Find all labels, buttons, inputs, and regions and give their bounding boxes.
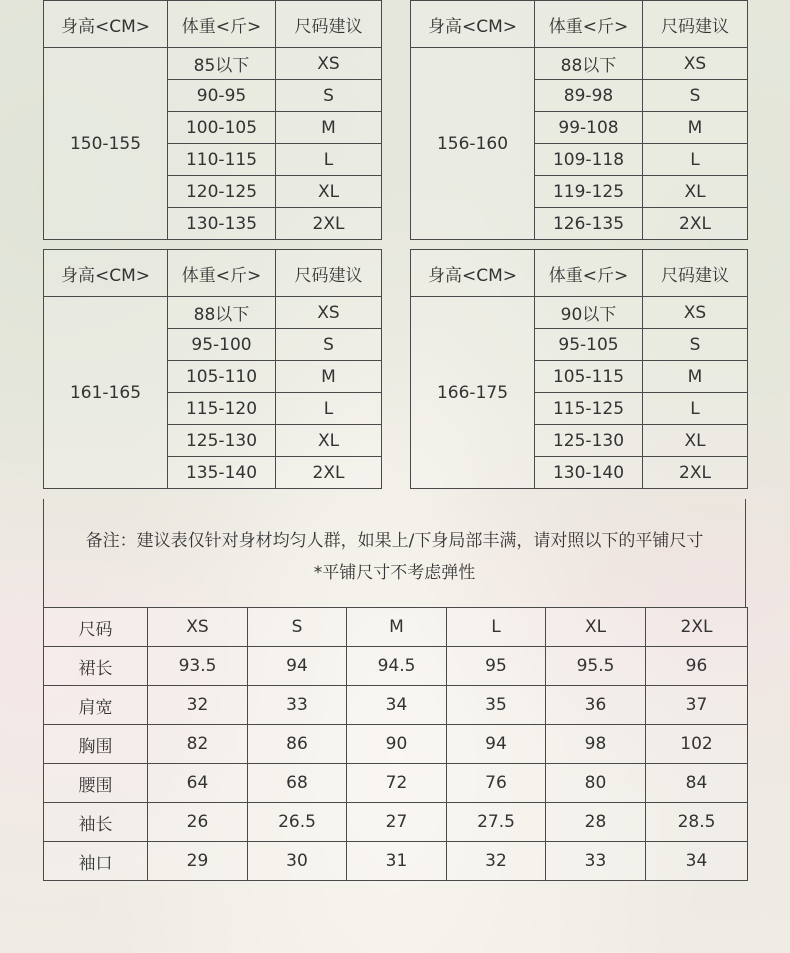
table-row <box>44 764 748 803</box>
header-size-2xl: 2XL <box>646 608 748 647</box>
header-weight: 体重<斤> <box>535 250 643 297</box>
header-size-label: 尺码 <box>44 608 148 647</box>
weight-cell: 88以下 <box>168 297 276 329</box>
size-cell: XS <box>643 48 748 80</box>
value-cell: 94 <box>447 725 546 764</box>
size-cell: S <box>276 80 382 112</box>
header-size: 尺码建议 <box>276 1 382 48</box>
header-size: 尺码建议 <box>643 250 748 297</box>
table-row <box>44 842 748 881</box>
weight-cell: 95-105 <box>535 329 643 361</box>
row-label: 袖口 <box>44 842 148 881</box>
weight-cell: 89-98 <box>535 80 643 112</box>
table-row <box>44 48 382 80</box>
value-cell: 102 <box>646 725 748 764</box>
size-chart-156-160 <box>410 0 748 240</box>
weight-cell: 120-125 <box>168 176 276 208</box>
weight-cell: 100-105 <box>168 112 276 144</box>
table-row <box>411 48 748 80</box>
row-label: 袖长 <box>44 803 148 842</box>
size-cell: L <box>276 144 382 176</box>
header-size: 尺码建议 <box>643 1 748 48</box>
row-label: 裙长 <box>44 647 148 686</box>
size-cell: S <box>643 80 748 112</box>
size-note <box>43 499 746 607</box>
size-chart-161-165 <box>43 249 382 489</box>
table-header-row <box>44 250 382 297</box>
size-cell: XL <box>276 176 382 208</box>
value-cell: 80 <box>546 764 646 803</box>
weight-cell: 90以下 <box>535 297 643 329</box>
size-cell: L <box>643 393 748 425</box>
size-cell: S <box>643 329 748 361</box>
size-cell: M <box>643 112 748 144</box>
weight-cell: 125-130 <box>168 425 276 457</box>
weight-cell: 130-135 <box>168 208 276 240</box>
header-height: 身高<CM> <box>411 250 535 297</box>
table-row <box>44 725 748 764</box>
value-cell: 84 <box>646 764 748 803</box>
height-range: 161-165 <box>44 297 168 489</box>
weight-cell: 95-100 <box>168 329 276 361</box>
value-cell: 95 <box>447 647 546 686</box>
value-cell: 94.5 <box>347 647 447 686</box>
flat-measurements-table <box>43 607 748 881</box>
value-cell: 31 <box>347 842 447 881</box>
size-cell: M <box>276 361 382 393</box>
row-label: 胸围 <box>44 725 148 764</box>
value-cell: 82 <box>148 725 248 764</box>
header-size-l: L <box>447 608 546 647</box>
value-cell: 34 <box>347 686 447 725</box>
table-header-row <box>411 1 748 48</box>
value-cell: 32 <box>447 842 546 881</box>
height-range: 156-160 <box>411 48 535 240</box>
value-cell: 35 <box>447 686 546 725</box>
size-cell: XS <box>643 297 748 329</box>
header-size-m: M <box>347 608 447 647</box>
header-height: 身高<CM> <box>44 1 168 48</box>
value-cell: 37 <box>646 686 748 725</box>
size-cell: XL <box>276 425 382 457</box>
weight-cell: 115-120 <box>168 393 276 425</box>
table-row <box>44 297 382 329</box>
size-cell: 2XL <box>276 457 382 489</box>
size-cell: XS <box>276 297 382 329</box>
weight-cell: 130-140 <box>535 457 643 489</box>
weight-cell: 110-115 <box>168 144 276 176</box>
value-cell: 28 <box>546 803 646 842</box>
size-cell: S <box>276 329 382 361</box>
table-row <box>44 803 748 842</box>
size-cell: 2XL <box>643 208 748 240</box>
size-cell: XS <box>276 48 382 80</box>
weight-cell: 125-130 <box>535 425 643 457</box>
note-line-2: *平铺尺寸不考虑弹性 <box>313 563 476 583</box>
table-row <box>44 686 748 725</box>
value-cell: 33 <box>546 842 646 881</box>
header-weight: 体重<斤> <box>535 1 643 48</box>
value-cell: 33 <box>248 686 347 725</box>
value-cell: 36 <box>546 686 646 725</box>
height-range: 150-155 <box>44 48 168 240</box>
size-cell: M <box>276 112 382 144</box>
header-weight: 体重<斤> <box>168 1 276 48</box>
value-cell: 27 <box>347 803 447 842</box>
weight-cell: 105-115 <box>535 361 643 393</box>
value-cell: 64 <box>148 764 248 803</box>
value-cell: 94 <box>248 647 347 686</box>
size-chart-150-155 <box>43 0 382 240</box>
size-cell: L <box>276 393 382 425</box>
value-cell: 90 <box>347 725 447 764</box>
value-cell: 96 <box>646 647 748 686</box>
weight-cell: 90-95 <box>168 80 276 112</box>
value-cell: 72 <box>347 764 447 803</box>
weight-cell: 115-125 <box>535 393 643 425</box>
size-cell: M <box>643 361 748 393</box>
size-cell: XL <box>643 425 748 457</box>
value-cell: 27.5 <box>447 803 546 842</box>
value-cell: 95.5 <box>546 647 646 686</box>
weight-cell: 88以下 <box>535 48 643 80</box>
table-row <box>44 647 748 686</box>
weight-cell: 85以下 <box>168 48 276 80</box>
value-cell: 28.5 <box>646 803 748 842</box>
header-height: 身高<CM> <box>44 250 168 297</box>
header-size-s: S <box>248 608 347 647</box>
size-chart-166-175 <box>410 249 748 489</box>
size-cell: 2XL <box>276 208 382 240</box>
weight-cell: 135-140 <box>168 457 276 489</box>
table-header-row <box>411 250 748 297</box>
weight-cell: 105-110 <box>168 361 276 393</box>
value-cell: 93.5 <box>148 647 248 686</box>
value-cell: 26 <box>148 803 248 842</box>
header-size-xs: XS <box>148 608 248 647</box>
weight-cell: 109-118 <box>535 144 643 176</box>
weight-cell: 126-135 <box>535 208 643 240</box>
value-cell: 30 <box>248 842 347 881</box>
header-size: 尺码建议 <box>276 250 382 297</box>
value-cell: 34 <box>646 842 748 881</box>
value-cell: 76 <box>447 764 546 803</box>
value-cell: 29 <box>148 842 248 881</box>
table-header-row <box>44 608 748 647</box>
height-range: 166-175 <box>411 297 535 489</box>
size-cell: 2XL <box>643 457 748 489</box>
note-line-1: 备注：建议表仅针对身材均匀人群，如果上/下身局部丰满，请对照以下的平铺尺寸 <box>85 531 704 551</box>
table-header-row <box>44 1 382 48</box>
header-weight: 体重<斤> <box>168 250 276 297</box>
size-cell: L <box>643 144 748 176</box>
header-height: 身高<CM> <box>411 1 535 48</box>
value-cell: 68 <box>248 764 347 803</box>
weight-cell: 119-125 <box>535 176 643 208</box>
header-size-xl: XL <box>546 608 646 647</box>
value-cell: 98 <box>546 725 646 764</box>
value-cell: 86 <box>248 725 347 764</box>
size-cell: XL <box>643 176 748 208</box>
row-label: 腰围 <box>44 764 148 803</box>
weight-cell: 99-108 <box>535 112 643 144</box>
value-cell: 32 <box>148 686 248 725</box>
row-label: 肩宽 <box>44 686 148 725</box>
value-cell: 26.5 <box>248 803 347 842</box>
table-row <box>411 297 748 329</box>
